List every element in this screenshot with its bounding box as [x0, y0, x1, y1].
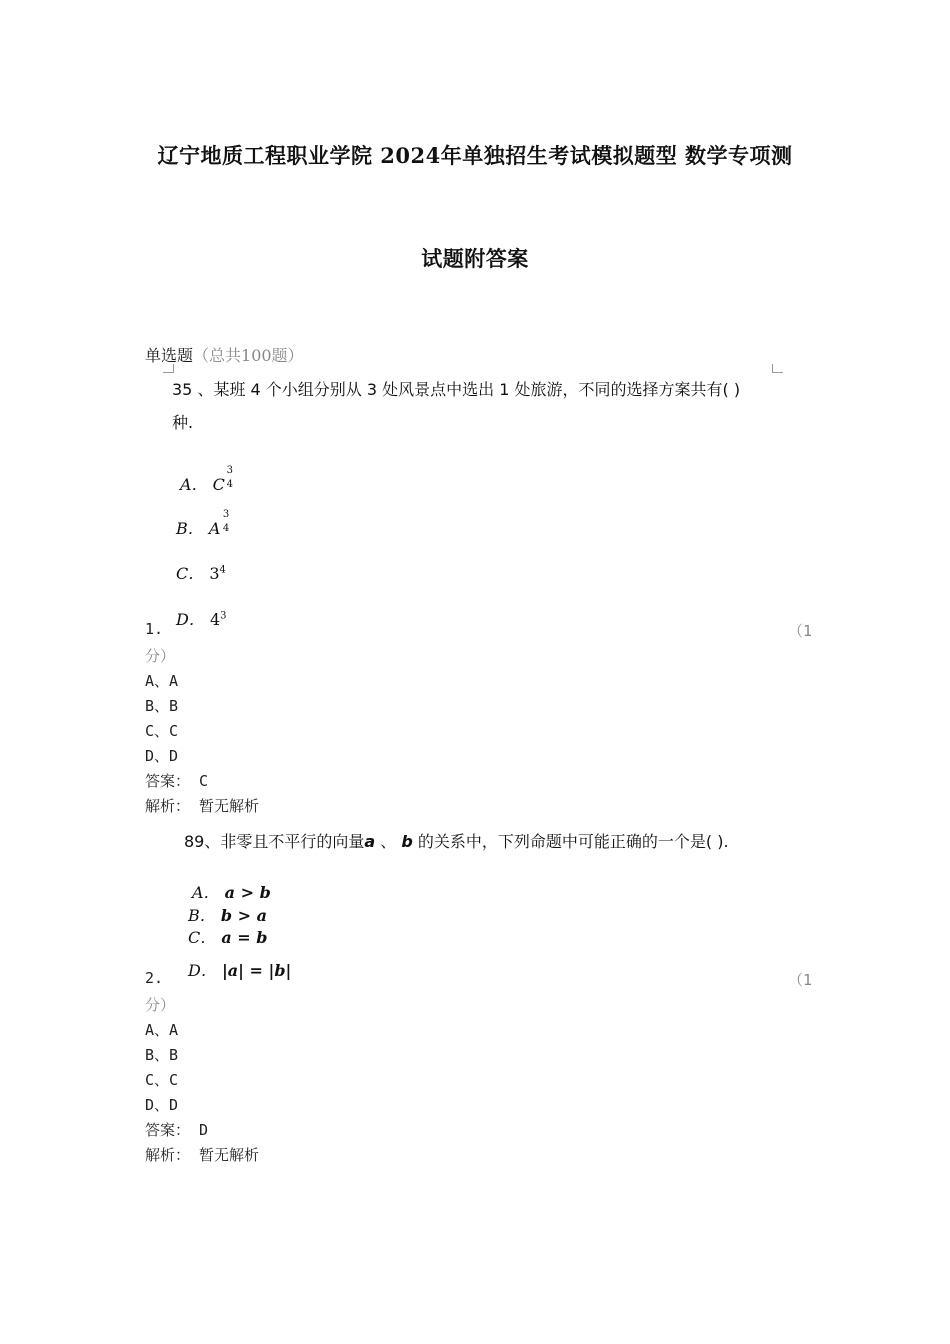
question-2-stem: 89、非零且不平行的向量a 、 b 的关系中，下列命题中可能正确的一个是( ). — [184, 832, 729, 851]
question-2-analysis: 解析： 暂无解析 — [145, 1146, 260, 1164]
question-2-score-open: （1 — [788, 971, 813, 989]
question-2-option-a: A． a > b — [192, 883, 271, 902]
question-1-option-a: A． C 3 4 — [180, 465, 234, 494]
question-1-stem-line-1: 35 、某班 4 个小组分别从 3 处风景点中选出 1 处旅游，不同的选择方案共有( ) — [172, 380, 741, 399]
question-1-answer: 答案： C — [145, 772, 209, 790]
question-1-option-d: D． $4^3$ — [176, 610, 227, 629]
question-2-option-b: B． b > a — [188, 906, 267, 925]
crop-mark-right — [772, 364, 783, 373]
question-2-choice-c: C、C — [145, 1071, 179, 1089]
question-2-option-d: D． |a| = |b| — [188, 961, 292, 980]
question-1-choice-d: D、D — [145, 747, 179, 765]
doc-title-line-1: 辽宁地质工程职业学院 2024年单独招生考试模拟题型 数学专项测 — [157, 143, 793, 168]
question-2-number: 2. — [145, 969, 164, 987]
question-1-analysis: 解析： 暂无解析 — [145, 797, 260, 815]
question-1-choice-c: C、C — [145, 722, 179, 740]
question-2-choice-d: D、D — [145, 1096, 179, 1114]
question-1-choice-a: A、A — [145, 672, 179, 690]
question-1-score-close: 分） — [145, 647, 176, 665]
question-2-option-c: C． a = b — [188, 928, 268, 947]
question-1-choice-b: B、B — [145, 697, 179, 715]
question-1-option-c: C． $3^4$ — [176, 564, 226, 583]
crop-mark-left — [163, 364, 174, 373]
question-1-score-open: （1 — [788, 622, 813, 640]
question-2-answer: 答案： D — [145, 1121, 209, 1139]
section-label: 单选题 — [145, 346, 194, 365]
question-1-stem-line-2: 种. — [172, 413, 194, 432]
question-1-option-b: B． A 3 4 — [176, 509, 230, 538]
question-2-score-close: 分） — [145, 996, 176, 1014]
question-2-choice-b: B、B — [145, 1046, 179, 1064]
section-total: （总共100题） — [193, 346, 304, 365]
question-2-choice-a: A、A — [145, 1021, 179, 1039]
question-1-number: 1. — [145, 620, 164, 638]
section-heading — [145, 343, 304, 366]
doc-title-line-2: 试题附答案 — [421, 246, 529, 271]
